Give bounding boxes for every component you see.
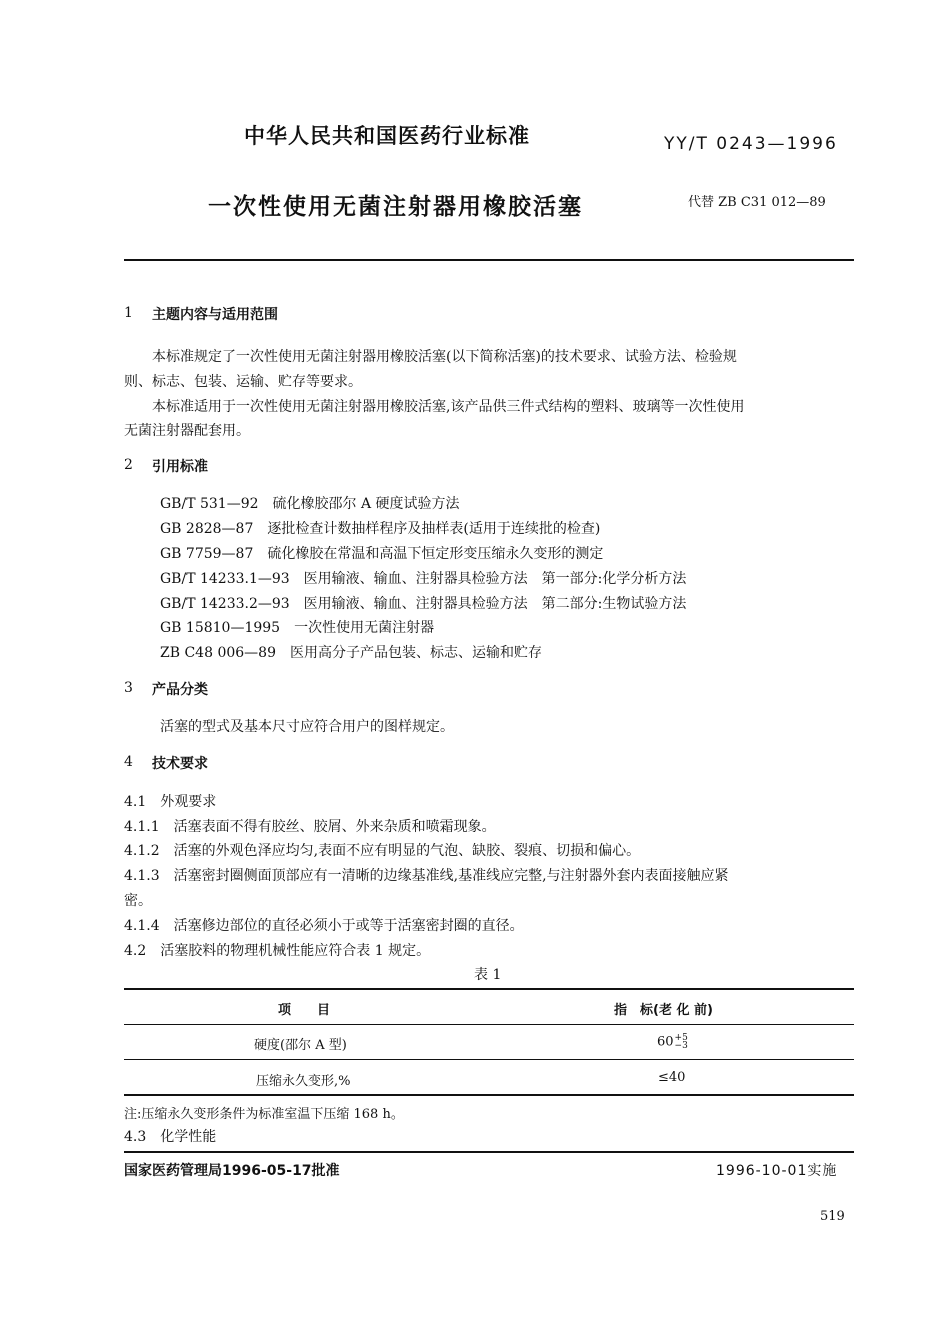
section-2-title: 引用标准 [152, 459, 208, 475]
table-header-rule [124, 1024, 854, 1025]
reference-item: GB 7759—87 硫化橡胶在常温和高温下恒定形变压缩永久变形的测定 [160, 546, 604, 562]
table-top-rule [124, 988, 854, 990]
section-1-paragraph-1-line-2: 则、标志、包装、运输、贮存等要求。 [124, 374, 362, 390]
section-1-paragraph-2-line-1: 本标准适用于一次性使用无菌注射器用橡胶活塞,该产品供三件式结构的塑料、玻璃等一次性使用 [152, 399, 745, 415]
reference-item: GB/T 14233.2—93 医用输液、输血、注射器具检验方法 第二部分:生物试验方法 [160, 596, 687, 612]
table-row-1-item: 硬度(邵尔 A 型) [254, 1038, 347, 1053]
section-4-title: 技术要求 [152, 756, 208, 772]
section-3-title: 产品分类 [152, 682, 208, 698]
approval-statement: 国家医药管理局1996-05-17批准 [124, 1163, 340, 1179]
section-4-number: 4 [124, 754, 133, 770]
header-rule [124, 259, 854, 261]
reference-item: GB 2828—87 逐批检查计数抽样程序及抽样表(适用于连续批的检查) [160, 521, 601, 537]
section-3-paragraph: 活塞的型式及基本尺寸应符合用户的图样规定。 [160, 719, 454, 735]
section-1-number: 1 [124, 305, 133, 321]
section-3-number: 3 [124, 680, 133, 696]
section-1-paragraph-2-line-2: 无菌注射器配套用。 [124, 423, 250, 439]
page-number: 519 [820, 1209, 845, 1224]
table-row-rule [124, 1059, 854, 1060]
reference-item: GB/T 14233.1—93 医用输液、输血、注射器具检验方法 第一部分:化学分析方法 [160, 571, 687, 587]
table-note: 注:压缩永久变形条件为标准室温下压缩 168 h。 [124, 1107, 404, 1122]
document-title: 一次性使用无菌注射器用橡胶活塞 [208, 194, 583, 220]
table-bottom-rule [124, 1094, 854, 1096]
section-1-title: 主题内容与适用范围 [152, 307, 278, 323]
replaces-standard: 代替 ZB C31 012—89 [688, 195, 826, 210]
effective-date: 1996-10-01实施 [716, 1163, 838, 1179]
table-row-1-value [657, 1034, 688, 1050]
reference-item: GB 15810—1995 一次性使用无菌注射器 [160, 620, 435, 636]
clause-4-1-3-line-2: 密。 [124, 893, 152, 909]
clause-4-1-2: 4.1.2 活塞的外观色泽应均匀,表面不应有明显的气泡、缺胶、裂痕、切损和偏心。 [124, 843, 641, 859]
clause-4-1: 4.1 外观要求 [124, 794, 217, 810]
hardness-tolerance-plus: +5 [674, 1033, 688, 1043]
table-header-index: 指 标(老 化 前) [614, 1003, 713, 1018]
table-row-2-value: ≤40 [658, 1070, 686, 1085]
section-1-paragraph-1-line-1: 本标准规定了一次性使用无菌注射器用橡胶活塞(以下简称活塞)的技术要求、试验方法、检验规 [152, 349, 737, 365]
org-title: 中华人民共和国医药行业标准 [244, 124, 530, 148]
table-header-item: 项 目 [278, 1003, 331, 1018]
hardness-tolerance-minus: −3 [674, 1041, 688, 1051]
clause-4-3: 4.3 化学性能 [124, 1129, 217, 1145]
table-row-2-item: 压缩永久变形,% [256, 1074, 351, 1089]
reference-item: GB/T 531—92 硫化橡胶邵尔 A 硬度试验方法 [160, 496, 460, 512]
reference-item: ZB C48 006—89 医用高分子产品包装、标志、运输和贮存 [160, 645, 542, 661]
table-caption: 表 1 [474, 967, 502, 983]
footer-rule [124, 1151, 854, 1153]
clause-4-1-1: 4.1.1 活塞表面不得有胶丝、胶屑、外来杂质和喷霜现象。 [124, 819, 496, 835]
section-2-number: 2 [124, 457, 133, 473]
clause-4-2: 4.2 活塞胶料的物理机械性能应符合表 1 规定。 [124, 943, 431, 959]
hardness-base-value: 60 [657, 1034, 674, 1050]
standard-code: YY/T 0243—1996 [664, 134, 838, 154]
clause-4-1-4: 4.1.4 活塞修边部位的直径必须小于或等于活塞密封圈的直径。 [124, 918, 524, 934]
clause-4-1-3-line-1: 4.1.3 活塞密封圈侧面顶部应有一清晰的边缘基准线,基准线应完整,与注射器外套内表面接触应紧 [124, 868, 729, 884]
